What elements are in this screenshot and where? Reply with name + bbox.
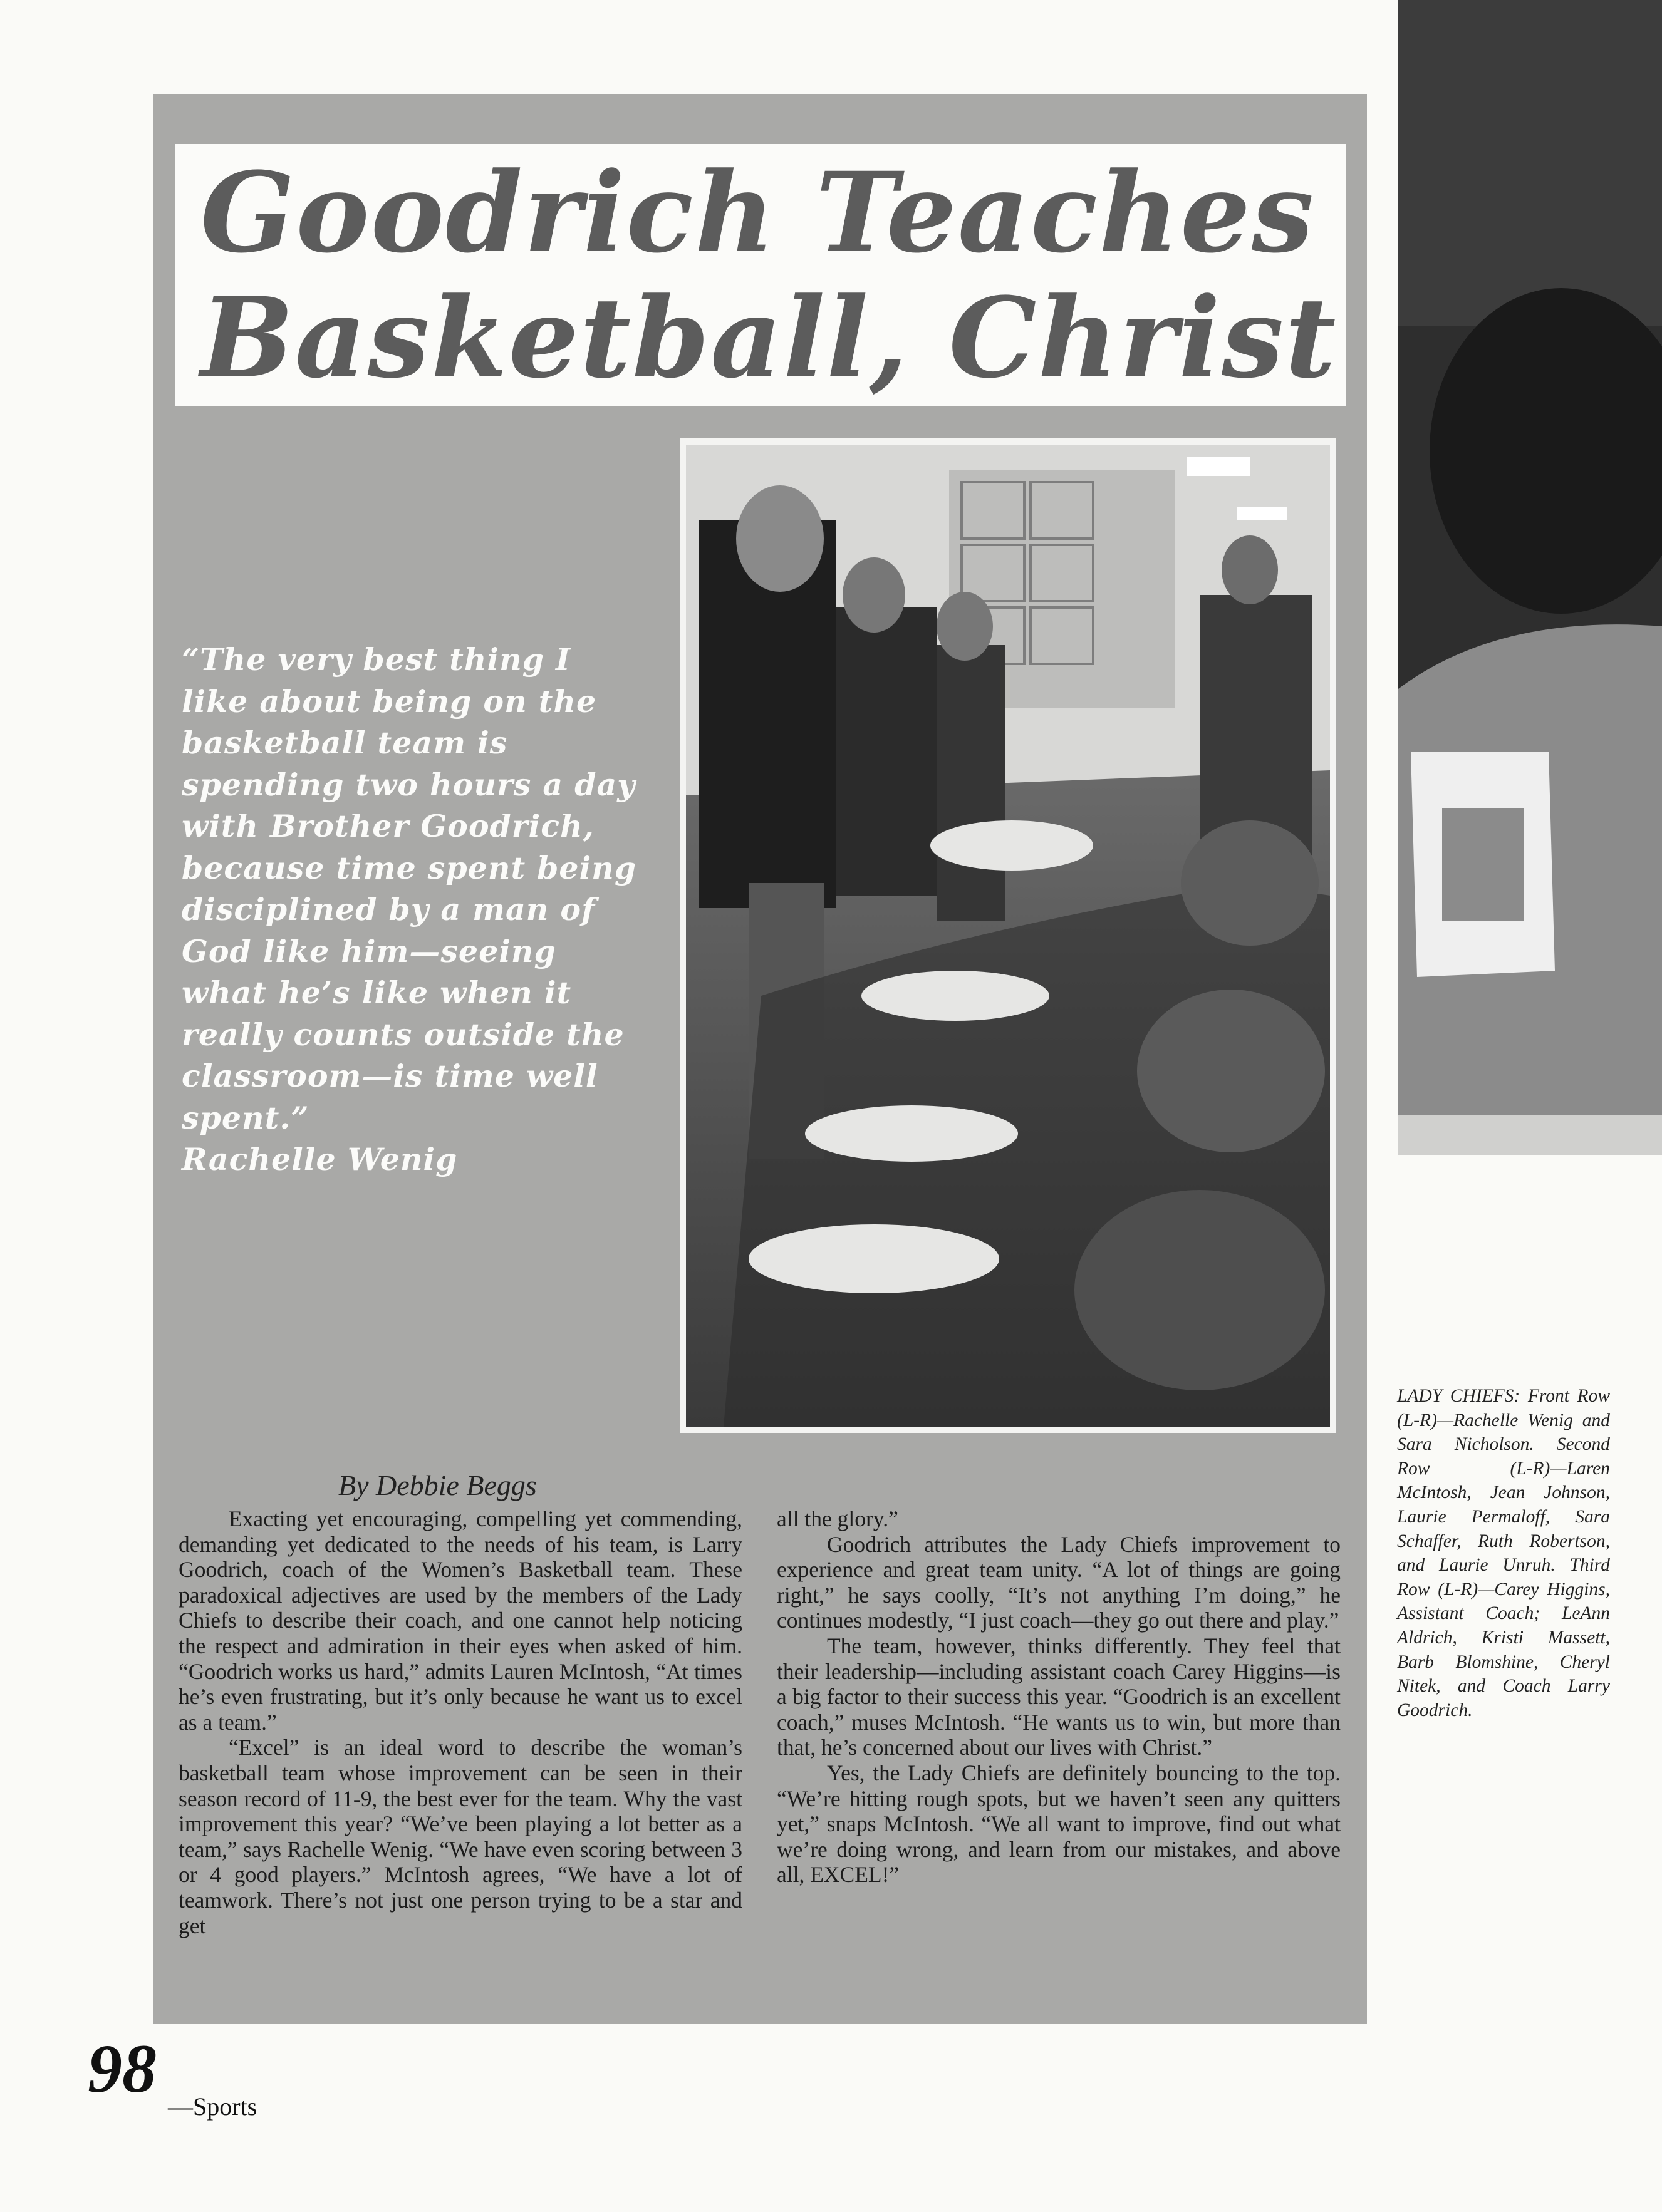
headline-line-2: Basketball, Christ bbox=[200, 273, 1337, 403]
article-paragraph: all the glory.” bbox=[777, 1506, 898, 1531]
pull-quote-text: “The very best thing I like about being on the basketball team is spending two hours a day with Brother Goodrich, because time spent being disciplined by a man of God like him—seeing what he’s like when it really counts outside the classroom—is time well spent.” bbox=[182, 641, 637, 1136]
page-number: 98 bbox=[88, 2030, 157, 2107]
article-paragraph: The team, however, thinks differently. They feel that their leadership—including assistant coach Carey Higgins—is a big factor to their success this year. “Goodrich is an excellent coach,” muses McIntosh. “He wants us to win, but more than that, he’s concerned about our lives with Christ.” bbox=[777, 1633, 1341, 1760]
headline-line-1: Goodrich Teaches bbox=[200, 148, 1316, 277]
team-photo-frame bbox=[680, 438, 1336, 1433]
article-paragraph: Yes, the Lady Chiefs are definitely bouncing to the top. “We’re hitting rough spots, but we haven’t seen any quitters yet,” snaps McIntosh. “We all want to improve, find out what we’re doing wrong, and learn from our mistakes, and above all, EXCEL!” bbox=[777, 1760, 1341, 1888]
byline: By Debbie Beggs bbox=[338, 1469, 537, 1501]
pull-quote bbox=[182, 639, 645, 1181]
headline-box bbox=[175, 144, 1346, 406]
section-label: —Sports bbox=[168, 2092, 257, 2121]
pull-quote-author: Rachelle Wenig bbox=[182, 1141, 458, 1177]
article-paragraph: Goodrich attributes the Lady Chiefs improvement to experience and great team unity. “A lot of things are going right,” he says coolly, “It’s not anything I’m doing,” he continues modestly, “I just coach—they go out there and play.” bbox=[777, 1531, 1341, 1633]
article-paragraph: “Excel” is an ideal word to describe the woman’s basketball team whose improvement can be seen in their season record of 11-9, the best ever for the team. Why the vast improvement this year? “We’ve been playing a lot better as a team,” says Rachelle Wenig. “We have even scoring between 3 or 4 good players.” McIntosh agrees, “We have a lot of teamwork. There’s not just one person trying to be a star and get bbox=[179, 1735, 742, 1938]
article-paragraph: Exacting yet encouraging, compelling yet commending, demanding yet dedicated to the needs of his team, is Larry Goodrich, coach of the Women’s Basketball team. These paradoxical adjectives are used by the members of the Lady Chiefs to describe their coach, and one cannot help noticing the respect and admiration in their eyes when asked of him. “Goodrich works us hard,” admits Lauren McIntosh, “At times he’s even frustrating, but it’s only because he want us to excel as a team.” bbox=[179, 1506, 742, 1735]
article-column-left bbox=[179, 1506, 742, 1938]
team-hallway-photo bbox=[686, 445, 1330, 1427]
article-column-right bbox=[777, 1506, 1341, 1888]
player-closeup-photo bbox=[1398, 0, 1662, 1155]
photo-caption: LADY CHIEFS: Front Row (L-R)—Rachelle Wenig and Sara Nicholson. Second Row (L-R)—Laren McIntosh, Jean Johnson, Laurie Permaloff, Sara Schaffer, Ruth Robertson, and Laurie Unruh. Third Row (L-R)—Carey Higgins, Assistant Coach; LeAnn Aldrich, Kristi Massett, Barb Blomshine, Cheryl Nitek, and Coach Larry Goodrich. bbox=[1397, 1386, 1610, 1720]
